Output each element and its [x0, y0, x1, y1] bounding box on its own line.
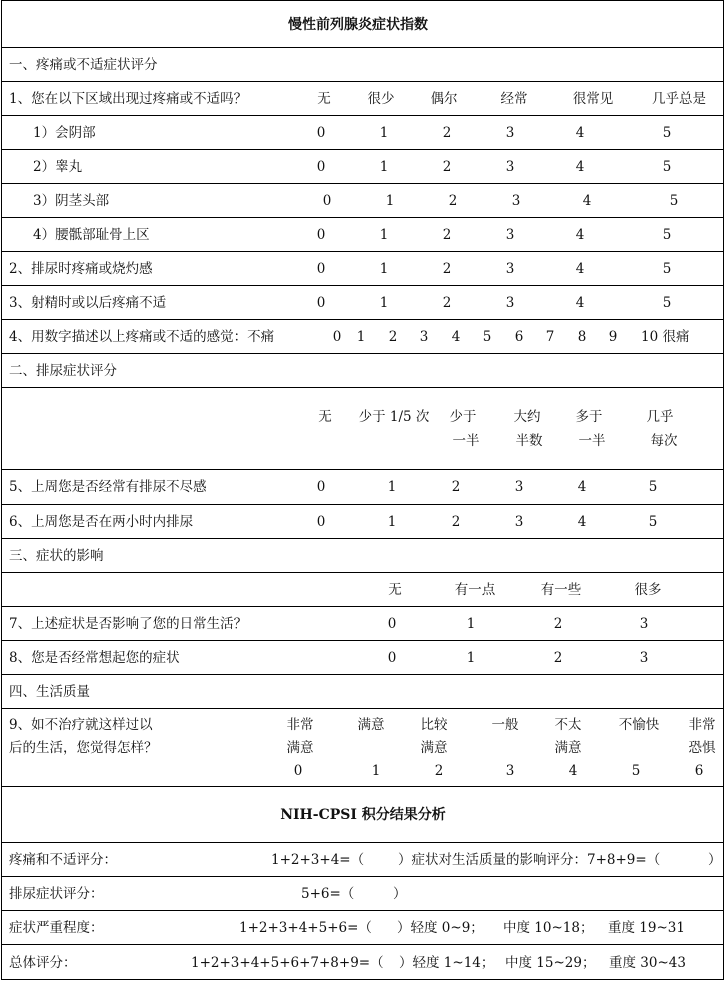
score-option[interactable]: 0 — [316, 227, 326, 243]
score-option[interactable]: 1 — [371, 763, 381, 779]
scale-label: 一半 — [578, 433, 606, 449]
scale-label: 半数 — [515, 433, 543, 449]
score-option[interactable]: 3 — [505, 125, 515, 141]
q4-row — [1, 320, 724, 354]
analysis-title: NIH-CPSI 积分结果分析 — [280, 807, 446, 823]
section-heading: 二、排尿症状评分 — [9, 363, 117, 379]
scale-label: 满意 — [420, 740, 448, 756]
scale-label: 无 — [317, 91, 331, 107]
score-option[interactable]: 0 — [387, 616, 397, 632]
scale-label: 偶尔 — [430, 91, 458, 107]
area-row-suprapubic — [1, 218, 724, 252]
scale-label: 很多 — [634, 582, 662, 598]
scale-label: 满意 — [357, 717, 385, 733]
scale-label: 经常 — [500, 91, 528, 107]
severity-severe: 重度 19~31 — [608, 920, 685, 936]
score-option[interactable]: 0 — [332, 329, 342, 345]
score-option[interactable]: 5 — [482, 329, 492, 345]
score-option[interactable]: 2 — [553, 616, 563, 632]
scale-label: 有一些 — [540, 582, 582, 598]
score-option[interactable]: 3 — [505, 763, 515, 779]
scale-label: 非常 — [286, 717, 314, 733]
score-option[interactable]: 3 — [511, 193, 521, 209]
question-label: 9、如不治疗就这样过以 — [9, 717, 153, 733]
question-label: 1）会阴部 — [33, 125, 96, 141]
score-option[interactable]: 3 — [505, 159, 515, 175]
score-option[interactable]: 6 — [514, 329, 524, 345]
score-option[interactable]: 4 — [582, 193, 592, 209]
score-option[interactable]: 3 — [505, 261, 515, 277]
score-option[interactable]: 1 — [379, 159, 389, 175]
score-option[interactable]: 6 — [694, 763, 704, 779]
question-label: 3、射精时或以后疼痛不适 — [9, 295, 167, 311]
score-option[interactable]: 4 — [575, 125, 585, 141]
section1-header-row — [1, 48, 724, 82]
score-option[interactable]: 0 — [316, 295, 326, 311]
section3-scale-row — [1, 573, 724, 607]
severity-moderate: 中度 10~18； — [503, 920, 594, 936]
score-option[interactable]: 5 — [648, 479, 658, 495]
score-option[interactable]: 5 — [662, 295, 672, 311]
score-option[interactable]: 1 — [379, 125, 389, 141]
section-heading: 四、生活质量 — [9, 684, 90, 700]
score-option[interactable]: 4 — [575, 159, 585, 175]
score-option[interactable]: 5 — [662, 261, 672, 277]
scale-label: 多于 — [575, 409, 603, 425]
score-option[interactable]: 0 — [322, 193, 332, 209]
scale-label: 满意 — [554, 740, 582, 756]
score-option[interactable]: 0 — [316, 125, 326, 141]
q3-row — [1, 286, 724, 320]
score-option[interactable]: 3 — [639, 616, 649, 632]
score-option[interactable]: 2 — [451, 514, 461, 530]
score-label: 总体评分： — [9, 955, 77, 971]
score-option[interactable]: 0 — [316, 479, 326, 495]
area-row-perineum — [1, 116, 724, 150]
score-option[interactable]: 4 — [577, 479, 587, 495]
urinary-score-row — [1, 877, 724, 911]
score-option[interactable]: 8 — [577, 329, 587, 345]
scale-label: 无 — [318, 409, 332, 425]
scale-label: 少于 — [449, 409, 477, 425]
score-option[interactable]: 10 很痛 — [641, 329, 690, 345]
score-option[interactable]: 1 — [379, 295, 389, 311]
question-label: 4、用数字描述以上疼痛或不适的感觉：不痛 — [9, 329, 275, 345]
section-heading: 三、症状的影响 — [9, 548, 104, 564]
q9-row — [1, 709, 724, 787]
score-option[interactable]: 7 — [545, 329, 555, 345]
total-mild: ）轻度 1~14； — [399, 955, 495, 971]
score-option[interactable]: 5 — [669, 193, 679, 209]
score-option[interactable]: 5 — [662, 125, 672, 141]
score-option[interactable]: 5 — [662, 227, 672, 243]
score-option[interactable]: 3 — [505, 227, 515, 243]
score-formula: 1+2+3+4+5+6+7+8+9=（ — [191, 955, 384, 971]
question-label: 后的生活，您觉得怎样？ — [9, 740, 158, 756]
scale-label: 非常 — [688, 717, 716, 733]
score-option[interactable]: 2 — [451, 479, 461, 495]
score-label: 症状严重程度： — [9, 920, 104, 936]
scale-label: 很常见 — [572, 91, 614, 107]
section4-header-row — [1, 675, 724, 709]
scale-label: 恐惧 — [688, 740, 716, 756]
score-option[interactable]: 5 — [631, 763, 641, 779]
score-option[interactable]: 1 — [356, 329, 366, 345]
analysis-title-row — [1, 787, 724, 843]
scale-label: 满意 — [286, 740, 314, 756]
scale-label: 每次 — [650, 433, 678, 449]
scale-label: 有一点 — [454, 582, 496, 598]
score-option[interactable]: 0 — [316, 159, 326, 175]
score-option[interactable]: 1 — [379, 227, 389, 243]
q1-row — [1, 82, 724, 116]
area-row-testicles — [1, 150, 724, 184]
score-option[interactable]: 2 — [442, 227, 452, 243]
score-option[interactable]: 4 — [577, 514, 587, 530]
score-formula: ） — [708, 852, 722, 868]
score-option[interactable]: 1 — [387, 479, 397, 495]
scale-label: 很少 — [367, 91, 395, 107]
severity-mild: ）轻度 0~9； — [397, 920, 484, 936]
score-option[interactable]: 1 — [387, 514, 397, 530]
score-option[interactable]: 2 — [442, 159, 452, 175]
score-option[interactable]: 4 — [568, 763, 578, 779]
score-option[interactable]: 4 — [575, 227, 585, 243]
score-formula: 5+6=（ — [301, 886, 355, 902]
scale-label: 大约 — [513, 409, 541, 425]
scale-label: 一半 — [452, 433, 480, 449]
score-option[interactable]: 5 — [648, 514, 658, 530]
q6-row — [1, 505, 724, 539]
q2-row — [1, 252, 724, 286]
area-row-glans — [1, 184, 724, 218]
score-option[interactable]: 1 — [379, 261, 389, 277]
question-label: 8、您是否经常想起您的症状 — [9, 650, 180, 666]
pain-score-row — [1, 843, 724, 877]
scale-label: 少于 1/5 次 — [358, 409, 430, 425]
score-option[interactable]: 2 — [442, 261, 452, 277]
total-score-row — [1, 945, 724, 980]
page-title: 慢性前列腺炎症状指数 — [288, 17, 428, 33]
score-option[interactable]: 2 — [442, 125, 452, 141]
severity-row — [1, 911, 724, 945]
scale-label: 不愉快 — [618, 717, 660, 733]
score-option[interactable]: 3 — [514, 479, 524, 495]
q8-row — [1, 641, 724, 675]
score-label: 疼痛和不适评分： — [9, 852, 117, 868]
score-label: 排尿症状评分： — [9, 886, 104, 902]
score-option[interactable]: 4 — [575, 295, 585, 311]
score-formula: ） — [393, 886, 407, 902]
question-label: 2、排尿时疼痛或烧灼感 — [9, 261, 153, 277]
question-label: 6、上周您是否在两小时内排尿 — [9, 514, 194, 530]
question-label: 5、上周您是否经常有排尿不尽感 — [9, 479, 207, 495]
score-option[interactable]: 5 — [662, 159, 672, 175]
score-option[interactable]: 9 — [608, 329, 618, 345]
score-option[interactable]: 2 — [553, 650, 563, 666]
section3-header-row — [1, 539, 724, 573]
score-option[interactable]: 0 — [387, 650, 397, 666]
score-option[interactable]: 1 — [466, 650, 476, 666]
scale-label: 几乎总是 — [652, 91, 706, 107]
score-option[interactable]: 3 — [639, 650, 649, 666]
score-option[interactable]: 4 — [575, 261, 585, 277]
question-label: 1、您在以下区域出现过疼痛或不适吗？ — [9, 91, 248, 107]
score-option[interactable]: 1 — [466, 616, 476, 632]
score-option[interactable]: 2 — [388, 329, 398, 345]
total-severe: 重度 30~43 — [609, 955, 686, 971]
scale-label: 比较 — [420, 717, 448, 733]
score-option[interactable]: 0 — [316, 261, 326, 277]
section2-scale-row — [1, 388, 724, 470]
q7-row — [1, 607, 724, 641]
score-option[interactable]: 2 — [434, 763, 444, 779]
scale-label: 无 — [388, 582, 402, 598]
title-row — [1, 0, 724, 48]
score-formula: ）症状对生活质量的影响评分：7+8+9=（ — [398, 852, 661, 868]
section-heading: 一、疼痛或不适症状评分 — [9, 57, 158, 73]
score-option[interactable]: 0 — [293, 763, 303, 779]
question-label: 7、上述症状是否影响了您的日常生活？ — [9, 616, 248, 632]
section2-header-row — [1, 354, 724, 388]
total-moderate: 中度 15~29； — [505, 955, 596, 971]
score-option[interactable]: 3 — [505, 295, 515, 311]
scale-label: 一般 — [491, 717, 519, 733]
score-option[interactable]: 0 — [316, 514, 326, 530]
score-option[interactable]: 4 — [451, 329, 461, 345]
question-label: 3）阴茎头部 — [33, 193, 110, 209]
scale-label: 几乎 — [646, 409, 674, 425]
scale-label: 不太 — [554, 717, 582, 733]
score-option[interactable]: 3 — [419, 329, 429, 345]
score-option[interactable]: 1 — [385, 193, 395, 209]
score-option[interactable]: 2 — [442, 295, 452, 311]
score-option[interactable]: 2 — [448, 193, 458, 209]
score-formula: 1+2+3+4+5+6=（ — [239, 920, 372, 936]
q5-row — [1, 470, 724, 505]
score-option[interactable]: 3 — [514, 514, 524, 530]
question-label: 2）睾丸 — [33, 159, 83, 175]
question-label: 4）腰骶部耻骨上区 — [33, 227, 150, 243]
score-formula: 1+2+3+4=（ — [271, 852, 365, 868]
